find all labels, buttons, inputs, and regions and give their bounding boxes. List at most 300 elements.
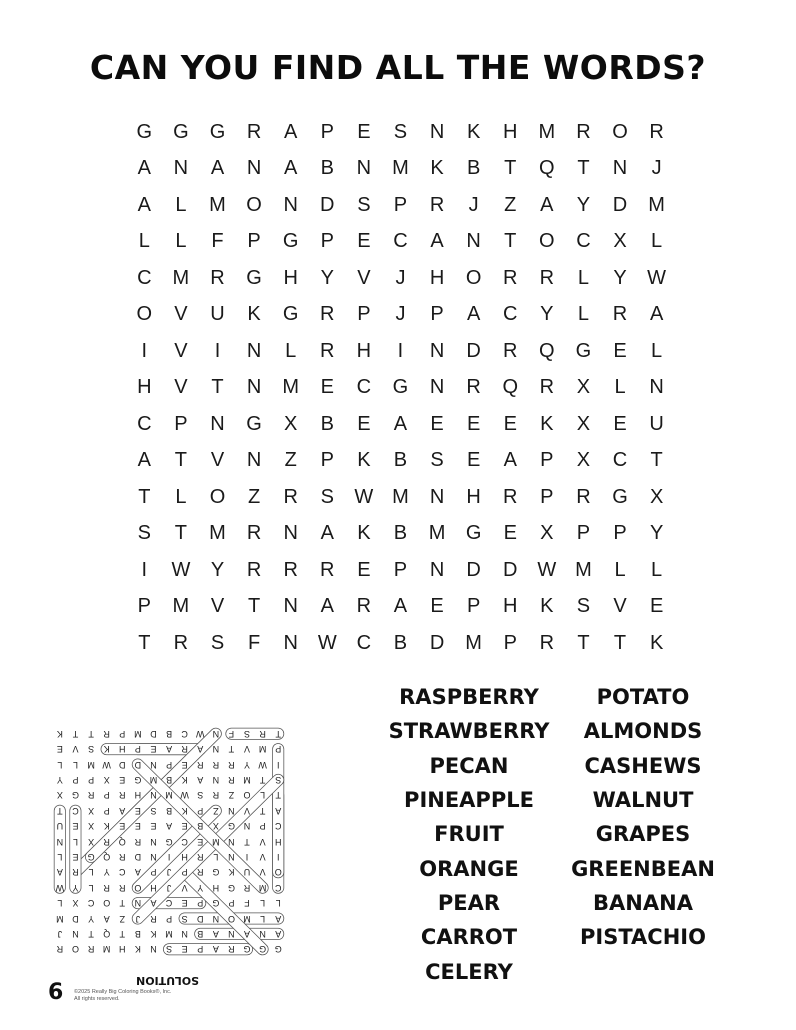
grid-cell[interactable]: Z bbox=[504, 193, 517, 216]
grid-cell[interactable]: N bbox=[283, 595, 298, 618]
grid-cell[interactable]: I bbox=[141, 339, 148, 362]
grid-cell[interactable]: N bbox=[246, 449, 262, 472]
grid-cell[interactable]: N bbox=[649, 376, 664, 399]
grid-cell[interactable]: K bbox=[430, 157, 444, 180]
grid-cell[interactable]: B bbox=[393, 631, 408, 654]
solution-cell: C bbox=[181, 728, 188, 739]
grid-cell[interactable]: N bbox=[283, 193, 298, 216]
solution-cell: M bbox=[134, 728, 142, 739]
grid-cell[interactable]: C bbox=[612, 449, 628, 472]
grid-cell[interactable]: A bbox=[137, 449, 151, 472]
grid-cell[interactable]: A bbox=[284, 120, 298, 143]
solution-cell: K bbox=[134, 944, 141, 955]
grid-cell[interactable]: G bbox=[173, 120, 189, 143]
grid-cell[interactable]: Z bbox=[284, 449, 297, 472]
grid-cell[interactable]: F bbox=[211, 230, 224, 253]
grid-cell[interactable]: H bbox=[429, 266, 445, 289]
grid-cell[interactable]: E bbox=[613, 412, 627, 435]
grid-cell[interactable]: Y bbox=[613, 266, 627, 289]
solution-cell: R bbox=[103, 836, 110, 847]
solution-cell: R bbox=[119, 790, 126, 801]
solution-cell: P bbox=[72, 775, 79, 786]
solution-cell: L bbox=[57, 898, 63, 909]
solution-cell: C bbox=[119, 867, 126, 878]
solution-cell: D bbox=[134, 851, 142, 862]
grid-cell[interactable]: L bbox=[175, 193, 187, 216]
grid-cell[interactable]: A bbox=[540, 193, 554, 216]
grid-cell[interactable]: L bbox=[651, 339, 663, 362]
grid-cell[interactable]: P bbox=[320, 449, 334, 472]
grid-cell[interactable]: R bbox=[210, 266, 225, 289]
solution-cell: A bbox=[197, 744, 204, 755]
grid-cell[interactable]: W bbox=[537, 558, 557, 581]
grid-cell[interactable]: P bbox=[430, 303, 444, 326]
grid-cell[interactable]: P bbox=[393, 558, 408, 581]
grid-cell[interactable]: M bbox=[465, 631, 482, 654]
grid-cell[interactable]: Q bbox=[502, 376, 519, 399]
grid-cell[interactable]: X bbox=[540, 522, 554, 545]
grid-cell[interactable]: N bbox=[429, 485, 445, 508]
grid-cell[interactable]: A bbox=[320, 595, 334, 618]
grid-cell[interactable]: P bbox=[466, 595, 481, 618]
grid-cell[interactable]: X bbox=[284, 412, 298, 435]
grid-cell[interactable]: E bbox=[613, 339, 627, 362]
grid-cell[interactable]: D bbox=[466, 558, 481, 581]
grid-cell[interactable]: K bbox=[357, 449, 371, 472]
word-search-grid[interactable] bbox=[126, 114, 675, 662]
grid-cell[interactable]: X bbox=[576, 376, 591, 399]
grid-cell[interactable]: T bbox=[504, 230, 517, 253]
grid-cell[interactable]: E bbox=[466, 412, 481, 435]
solution-cell: U bbox=[243, 867, 251, 878]
solution-cell: S bbox=[275, 775, 282, 786]
grid-cell[interactable]: O bbox=[246, 193, 262, 216]
grid-cell[interactable]: S bbox=[210, 631, 225, 654]
solution-cell: X bbox=[88, 836, 95, 847]
grid-cell[interactable]: R bbox=[576, 485, 591, 508]
grid-cell[interactable]: A bbox=[137, 193, 151, 216]
page-title: CAN YOU FIND ALL THE WORDS? bbox=[89, 48, 707, 87]
grid-cell[interactable]: W bbox=[317, 631, 337, 654]
grid-cell[interactable]: C bbox=[356, 376, 372, 399]
solution-cell: N bbox=[150, 759, 157, 770]
grid-cell[interactable]: M bbox=[282, 376, 299, 399]
solution-cell: Q bbox=[103, 851, 111, 862]
solution-cell: J bbox=[166, 867, 172, 878]
grid-cell[interactable]: E bbox=[503, 412, 517, 435]
grid-cell[interactable]: E bbox=[320, 376, 334, 399]
grid-cell[interactable]: C bbox=[356, 631, 372, 654]
solution-cell: A bbox=[150, 898, 157, 909]
solution-cell: G bbox=[212, 867, 220, 878]
grid-cell[interactable]: E bbox=[430, 412, 444, 435]
grid-cell[interactable]: A bbox=[503, 449, 517, 472]
grid-cell[interactable]: M bbox=[209, 193, 226, 216]
grid-cell[interactable]: G bbox=[392, 376, 409, 399]
grid-cell[interactable]: G bbox=[282, 230, 299, 253]
grid-cell[interactable]: V bbox=[210, 449, 225, 472]
grid-cell[interactable]: P bbox=[320, 120, 334, 143]
grid-cell[interactable]: G bbox=[136, 120, 153, 143]
grid-cell[interactable]: R bbox=[320, 303, 335, 326]
grid-cell[interactable]: W bbox=[171, 558, 191, 581]
grid-cell[interactable]: I bbox=[214, 339, 221, 362]
grid-cell[interactable]: B bbox=[393, 449, 408, 472]
grid-cell[interactable]: O bbox=[209, 485, 226, 508]
grid-cell[interactable]: E bbox=[357, 230, 371, 253]
grid-cell[interactable]: N bbox=[429, 339, 445, 362]
grid-cell[interactable]: N bbox=[356, 157, 372, 180]
grid-cell[interactable]: R bbox=[246, 120, 262, 143]
grid-cell[interactable]: L bbox=[651, 558, 663, 581]
grid-cell[interactable]: K bbox=[466, 120, 481, 143]
solution-cell: B bbox=[166, 775, 173, 786]
grid-cell[interactable]: Q bbox=[539, 339, 555, 362]
grid-cell[interactable]: Y bbox=[649, 522, 664, 545]
grid-cell[interactable]: L bbox=[175, 230, 187, 253]
grid-cell[interactable]: N bbox=[246, 376, 262, 399]
solution-cell: N bbox=[150, 851, 157, 862]
grid-cell[interactable]: Y bbox=[210, 558, 225, 581]
solution-cell: S bbox=[244, 728, 251, 739]
grid-cell[interactable]: C bbox=[137, 266, 152, 289]
solution-cell: R bbox=[212, 790, 220, 801]
grid-cell[interactable]: D bbox=[612, 193, 628, 216]
grid-cell[interactable]: A bbox=[320, 522, 334, 545]
grid-cell[interactable]: G bbox=[612, 485, 628, 508]
grid-cell[interactable]: K bbox=[649, 631, 664, 654]
grid-cell[interactable]: P bbox=[613, 522, 627, 545]
grid-cell[interactable]: T bbox=[247, 595, 261, 618]
grid-cell[interactable]: T bbox=[504, 157, 517, 180]
grid-cell[interactable]: P bbox=[174, 412, 188, 435]
grid-cell[interactable]: J bbox=[468, 193, 479, 216]
grid-cell[interactable]: T bbox=[174, 522, 187, 545]
grid-cell[interactable]: E bbox=[466, 449, 481, 472]
grid-cell[interactable]: H bbox=[466, 485, 481, 508]
solution-cell: J bbox=[57, 928, 63, 939]
grid-cell[interactable]: L bbox=[577, 266, 589, 289]
grid-cell[interactable]: E bbox=[357, 558, 371, 581]
solution-cell: Y bbox=[56, 775, 63, 786]
grid-cell[interactable]: G bbox=[282, 303, 299, 326]
grid-cell[interactable]: X bbox=[613, 230, 627, 253]
grid-cell[interactable]: S bbox=[430, 449, 444, 472]
grid-cell[interactable]: M bbox=[538, 120, 556, 143]
solution-cell: P bbox=[228, 898, 235, 909]
grid-cell[interactable]: W bbox=[647, 266, 667, 289]
grid-cell[interactable]: A bbox=[210, 157, 225, 180]
grid-cell[interactable]: A bbox=[430, 230, 444, 253]
grid-cell[interactable]: L bbox=[175, 485, 187, 508]
grid-cell[interactable]: R bbox=[429, 193, 445, 216]
grid-cell[interactable]: N bbox=[429, 120, 445, 143]
solution-cell: E bbox=[134, 821, 141, 832]
grid-cell[interactable]: T bbox=[577, 631, 590, 654]
solution-cell: R bbox=[119, 851, 126, 862]
solution-cell: W bbox=[258, 759, 267, 770]
grid-cell[interactable]: R bbox=[539, 266, 555, 289]
grid-cell[interactable]: N bbox=[210, 412, 225, 435]
grid-cell[interactable]: N bbox=[429, 376, 445, 399]
grid-cell[interactable]: L bbox=[577, 303, 589, 326]
grid-cell[interactable]: R bbox=[283, 558, 298, 581]
grid-cell[interactable]: R bbox=[246, 522, 262, 545]
grid-cell[interactable]: O bbox=[539, 230, 555, 253]
solution-cell: I bbox=[276, 759, 280, 770]
solution-cell: X bbox=[88, 821, 95, 832]
grid-cell[interactable]: C bbox=[576, 230, 591, 253]
grid-cell[interactable]: X bbox=[576, 412, 591, 435]
solution-cell: P bbox=[259, 821, 266, 832]
grid-cell[interactable]: R bbox=[649, 120, 664, 143]
grid-cell[interactable]: G bbox=[575, 339, 592, 362]
grid-cell[interactable]: G bbox=[246, 266, 262, 289]
grid-cell[interactable]: K bbox=[357, 522, 371, 545]
grid-cell[interactable]: R bbox=[320, 558, 335, 581]
grid-cell[interactable]: A bbox=[649, 303, 664, 326]
grid-cell[interactable]: R bbox=[466, 376, 481, 399]
grid-cell[interactable]: A bbox=[393, 595, 408, 618]
grid-cell[interactable]: S bbox=[137, 522, 151, 545]
grid-cell[interactable]: C bbox=[503, 303, 518, 326]
grid-cell[interactable]: G bbox=[209, 120, 226, 143]
grid-cell[interactable]: H bbox=[137, 376, 152, 399]
solution-cell: P bbox=[134, 744, 141, 755]
grid-cell[interactable]: K bbox=[247, 303, 261, 326]
grid-cell[interactable]: M bbox=[428, 522, 446, 545]
grid-cell[interactable]: P bbox=[247, 230, 261, 253]
solution-cell: D bbox=[119, 759, 126, 770]
grid-cell[interactable]: I bbox=[141, 558, 148, 581]
grid-cell[interactable]: S bbox=[576, 595, 591, 618]
grid-cell[interactable]: L bbox=[614, 558, 626, 581]
grid-cell[interactable]: J bbox=[651, 157, 662, 180]
grid-cell[interactable]: Q bbox=[539, 157, 555, 180]
solution-cell: V bbox=[181, 882, 188, 893]
grid-cell[interactable]: O bbox=[136, 303, 153, 326]
grid-cell[interactable]: R bbox=[503, 485, 518, 508]
grid-cell[interactable]: V bbox=[210, 595, 225, 618]
grid-cell[interactable]: M bbox=[575, 558, 592, 581]
grid-cell[interactable]: M bbox=[209, 522, 226, 545]
grid-cell[interactable]: X bbox=[576, 449, 591, 472]
grid-cell[interactable]: T bbox=[650, 449, 663, 472]
grid-cell[interactable]: R bbox=[320, 339, 335, 362]
grid-cell[interactable]: V bbox=[174, 339, 188, 362]
grid-cell[interactable]: P bbox=[357, 303, 371, 326]
grid-cell[interactable]: B bbox=[466, 157, 481, 180]
grid-cell[interactable]: H bbox=[503, 595, 518, 618]
grid-cell[interactable]: H bbox=[283, 266, 298, 289]
grid-cell[interactable]: M bbox=[648, 193, 665, 216]
grid-cell[interactable]: M bbox=[172, 595, 190, 618]
grid-cell[interactable]: C bbox=[137, 412, 152, 435]
grid-cell[interactable]: T bbox=[174, 449, 187, 472]
grid-cell[interactable]: M bbox=[392, 157, 409, 180]
grid-cell[interactable]: R bbox=[539, 631, 555, 654]
grid-cell[interactable]: B bbox=[320, 412, 334, 435]
solution-cell: R bbox=[181, 744, 188, 755]
solution-cell: R bbox=[103, 882, 110, 893]
grid-cell[interactable]: D bbox=[466, 339, 481, 362]
grid-cell[interactable]: J bbox=[395, 303, 406, 326]
solution-cell: M bbox=[258, 744, 267, 755]
grid-cell[interactable]: V bbox=[613, 595, 627, 618]
grid-cell[interactable]: N bbox=[429, 558, 445, 581]
grid-cell[interactable]: O bbox=[612, 120, 628, 143]
grid-cell[interactable]: P bbox=[540, 485, 554, 508]
grid-cell[interactable]: T bbox=[138, 631, 151, 654]
grid-cell[interactable]: R bbox=[356, 595, 372, 618]
grid-cell[interactable]: P bbox=[393, 193, 408, 216]
grid-cell[interactable]: S bbox=[393, 120, 408, 143]
solution-cell: C bbox=[274, 821, 282, 832]
grid-cell[interactable]: N bbox=[173, 157, 189, 180]
solution-cell: R bbox=[196, 867, 204, 878]
solution-cell: A bbox=[197, 775, 204, 786]
grid-cell[interactable]: E bbox=[357, 120, 371, 143]
grid-cell[interactable]: R bbox=[612, 303, 628, 326]
grid-cell[interactable]: R bbox=[283, 485, 298, 508]
grid-cell[interactable]: R bbox=[539, 376, 555, 399]
solution-cell: H bbox=[274, 836, 282, 847]
grid-cell[interactable]: L bbox=[285, 339, 297, 362]
solution-cell: G bbox=[134, 775, 142, 786]
grid-cell[interactable]: Y bbox=[576, 193, 591, 216]
grid-cell[interactable]: T bbox=[577, 157, 590, 180]
solution-cell: N bbox=[150, 836, 157, 847]
grid-cell[interactable]: H bbox=[356, 339, 372, 362]
grid-cell[interactable]: O bbox=[465, 266, 482, 289]
grid-cell[interactable]: N bbox=[246, 339, 262, 362]
grid-cell[interactable]: V bbox=[357, 266, 371, 289]
solution-cell: X bbox=[103, 775, 110, 786]
grid-cell[interactable]: R bbox=[173, 631, 189, 654]
solution-cell: E bbox=[56, 744, 63, 755]
grid-cell[interactable]: X bbox=[649, 485, 664, 508]
solution-cell: V bbox=[244, 744, 251, 755]
solution-cell: R bbox=[150, 913, 157, 924]
grid-cell[interactable]: D bbox=[503, 558, 518, 581]
grid-cell[interactable]: L bbox=[138, 230, 150, 253]
grid-cell[interactable]: H bbox=[503, 120, 518, 143]
grid-cell[interactable]: R bbox=[503, 266, 518, 289]
grid-cell[interactable]: U bbox=[649, 412, 664, 435]
grid-cell[interactable]: A bbox=[393, 412, 408, 435]
solution-cell: O bbox=[243, 790, 251, 801]
solution-cell: R bbox=[196, 851, 204, 862]
grid-cell[interactable]: Z bbox=[247, 485, 261, 508]
grid-cell[interactable]: T bbox=[138, 485, 151, 508]
solution-cell: K bbox=[181, 805, 188, 816]
solution-cell: G bbox=[212, 898, 220, 909]
solution-cell: M bbox=[212, 836, 220, 847]
solution-cell: Y bbox=[197, 882, 204, 893]
solution-cell: R bbox=[87, 790, 95, 801]
grid-cell[interactable]: N bbox=[466, 230, 481, 253]
grid-cell[interactable]: N bbox=[283, 631, 298, 654]
grid-cell[interactable]: D bbox=[429, 631, 445, 654]
grid-cell[interactable]: A bbox=[284, 157, 298, 180]
grid-cell[interactable]: A bbox=[137, 157, 151, 180]
grid-cell[interactable]: W bbox=[354, 485, 374, 508]
solution-cell: T bbox=[259, 805, 266, 816]
grid-cell[interactable]: P bbox=[320, 230, 334, 253]
grid-cell[interactable]: V bbox=[174, 376, 188, 399]
word-list-item: STRAWBERRY bbox=[388, 719, 550, 744]
grid-cell[interactable]: E bbox=[357, 412, 371, 435]
grid-cell[interactable]: E bbox=[503, 522, 517, 545]
grid-cell[interactable]: D bbox=[320, 193, 335, 216]
grid-cell[interactable]: F bbox=[247, 631, 261, 654]
solution-cell: S bbox=[181, 913, 188, 924]
grid-cell[interactable]: P bbox=[503, 631, 517, 654]
grid-cell[interactable]: E bbox=[649, 595, 664, 618]
grid-cell[interactable]: A bbox=[466, 303, 481, 326]
word-list-item: CASHEWS bbox=[584, 753, 702, 778]
solution-cell: M bbox=[165, 928, 173, 939]
solution-cell: D bbox=[196, 913, 204, 924]
solution-cell: A bbox=[56, 867, 63, 878]
grid-cell[interactable]: B bbox=[393, 522, 408, 545]
grid-cell[interactable]: N bbox=[612, 157, 628, 180]
grid-cell[interactable]: L bbox=[614, 376, 626, 399]
solution-cell: R bbox=[56, 944, 64, 955]
solution-cell: C bbox=[181, 836, 188, 847]
grid-cell[interactable]: E bbox=[430, 595, 444, 618]
solution-cell: O bbox=[103, 898, 111, 909]
solution-cell: Q bbox=[118, 836, 126, 847]
grid-cell[interactable]: Y bbox=[320, 266, 334, 289]
grid-cell[interactable]: N bbox=[283, 522, 298, 545]
grid-cell[interactable]: P bbox=[137, 595, 151, 618]
solution-cell: E bbox=[119, 775, 126, 786]
solution-cell: B bbox=[197, 928, 204, 939]
grid-cell[interactable]: P bbox=[540, 449, 554, 472]
solution-cell: L bbox=[72, 836, 78, 847]
grid-cell[interactable]: R bbox=[246, 558, 262, 581]
grid-cell[interactable]: S bbox=[320, 485, 334, 508]
grid-cell[interactable]: G bbox=[246, 412, 262, 435]
grid-cell[interactable]: C bbox=[393, 230, 408, 253]
grid-cell[interactable]: U bbox=[210, 303, 225, 326]
grid-cell[interactable]: R bbox=[503, 339, 518, 362]
grid-cell[interactable]: B bbox=[320, 157, 334, 180]
grid-cell[interactable]: M bbox=[392, 485, 409, 508]
grid-cell[interactable]: Y bbox=[540, 303, 554, 326]
grid-cell[interactable]: N bbox=[246, 157, 262, 180]
grid-cell[interactable]: G bbox=[465, 522, 482, 545]
grid-cell[interactable]: P bbox=[576, 522, 591, 545]
solution-cell: P bbox=[197, 944, 204, 955]
grid-cell[interactable]: M bbox=[172, 266, 190, 289]
grid-cell[interactable]: S bbox=[357, 193, 371, 216]
grid-cell[interactable]: T bbox=[211, 376, 224, 399]
grid-cell[interactable]: L bbox=[651, 230, 663, 253]
grid-cell[interactable]: R bbox=[576, 120, 591, 143]
grid-cell[interactable]: V bbox=[174, 303, 188, 326]
solution-cell: K bbox=[103, 821, 110, 832]
grid-cell[interactable]: I bbox=[397, 339, 404, 362]
grid-cell[interactable]: J bbox=[395, 266, 406, 289]
grid-cell[interactable]: K bbox=[540, 412, 554, 435]
solution-cell: T bbox=[119, 898, 126, 909]
solution-cell: A bbox=[166, 744, 173, 755]
solution-cell: J bbox=[166, 882, 172, 893]
grid-cell[interactable]: K bbox=[540, 595, 554, 618]
grid-cell[interactable]: T bbox=[613, 631, 627, 654]
